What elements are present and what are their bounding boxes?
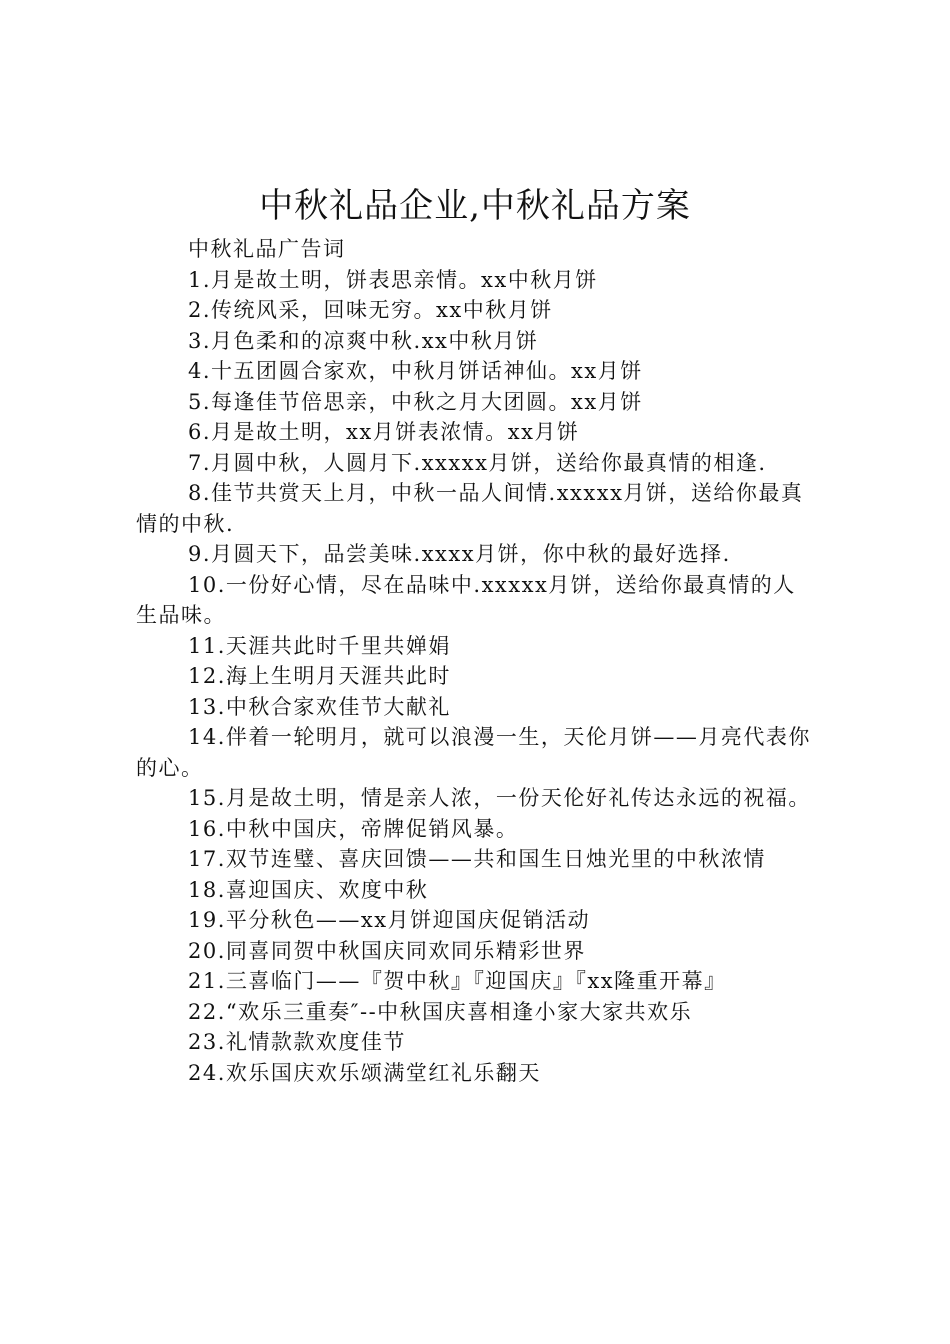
- slogan-item: 2.传统风采，回味无穷。xx中秋月饼: [188, 298, 553, 322]
- slogan-item: 3.月色柔和的凉爽中秋.xx中秋月饼: [188, 328, 539, 353]
- paragraph-heading: 中秋礼品广告词: [188, 237, 346, 261]
- slogan-item: 5.每逢佳节倍思亲，中秋之月大团圆。xx月饼: [188, 389, 643, 414]
- slogan-item: 8.佳节共赏天上月，中秋一品人间情.xxxxx月饼，送给你最真情的中秋.: [136, 481, 804, 536]
- document-body: [136, 234, 816, 1088]
- slogan-item: 14.伴着一轮明月，就可以浪漫一生，天伦月饼——月亮代表你的心。: [136, 725, 811, 780]
- slogan-item: 1.月是故土明，饼表思亲情。xx中秋月饼: [188, 267, 598, 292]
- slogan-item: 19.平分秋色——xx月饼迎国庆促销活动: [188, 908, 591, 932]
- slogan-item: 22.“欢乐三重奏″--中秋国庆喜相逢小家大家共欢乐: [188, 999, 693, 1024]
- slogan-item: 11.天涯共此时千里共婵娟: [188, 633, 451, 658]
- slogan-item: 7.月圆中秋，人圆月下.xxxxx月饼，送给你最真情的相逢.: [188, 450, 767, 475]
- slogan-item: 13.中秋合家欢佳节大献礼: [188, 694, 451, 719]
- slogan-item: 16.中秋中国庆，帝牌促销风暴。: [188, 816, 519, 841]
- slogan-item: 10.一份好心情，尽在品味中.xxxxx月饼，送给你最真情的人生品味。: [136, 572, 796, 627]
- slogan-item: 9.月圆天下，品尝美味.xxxx月饼，你中秋的最好选择.: [188, 542, 731, 566]
- slogan-item: 15.月是故土明，情是亲人浓，一份天伦好礼传达永远的祝福。: [188, 786, 811, 810]
- slogan-item: 17.双节连璧、喜庆回馈——共和国生日烛光里的中秋浓情: [188, 847, 766, 871]
- slogan-item: 24.欢乐国庆欢乐颂满堂红礼乐翻天: [188, 1060, 541, 1085]
- slogan-item: 20.同喜同贺中秋国庆同欢同乐精彩世界: [188, 938, 586, 963]
- slogan-item: 6.月是故土明，xx月饼表浓情。xx月饼: [188, 420, 580, 444]
- slogan-item: 12.海上生明月天涯共此时: [188, 664, 451, 688]
- slogan-item: 18.喜迎国庆、欢度中秋: [188, 877, 429, 902]
- document-title: 中秋礼品企业,中秋礼品方案: [259, 186, 691, 226]
- slogan-item: 4.十五团圆合家欢，中秋月饼话神仙。xx月饼: [188, 359, 643, 383]
- slogan-item: 21.三喜临门——『贺中秋』『迎国庆』『xx隆重开幕』: [188, 969, 727, 993]
- slogan-item: 23.礼情款款欢度佳节: [188, 1030, 406, 1054]
